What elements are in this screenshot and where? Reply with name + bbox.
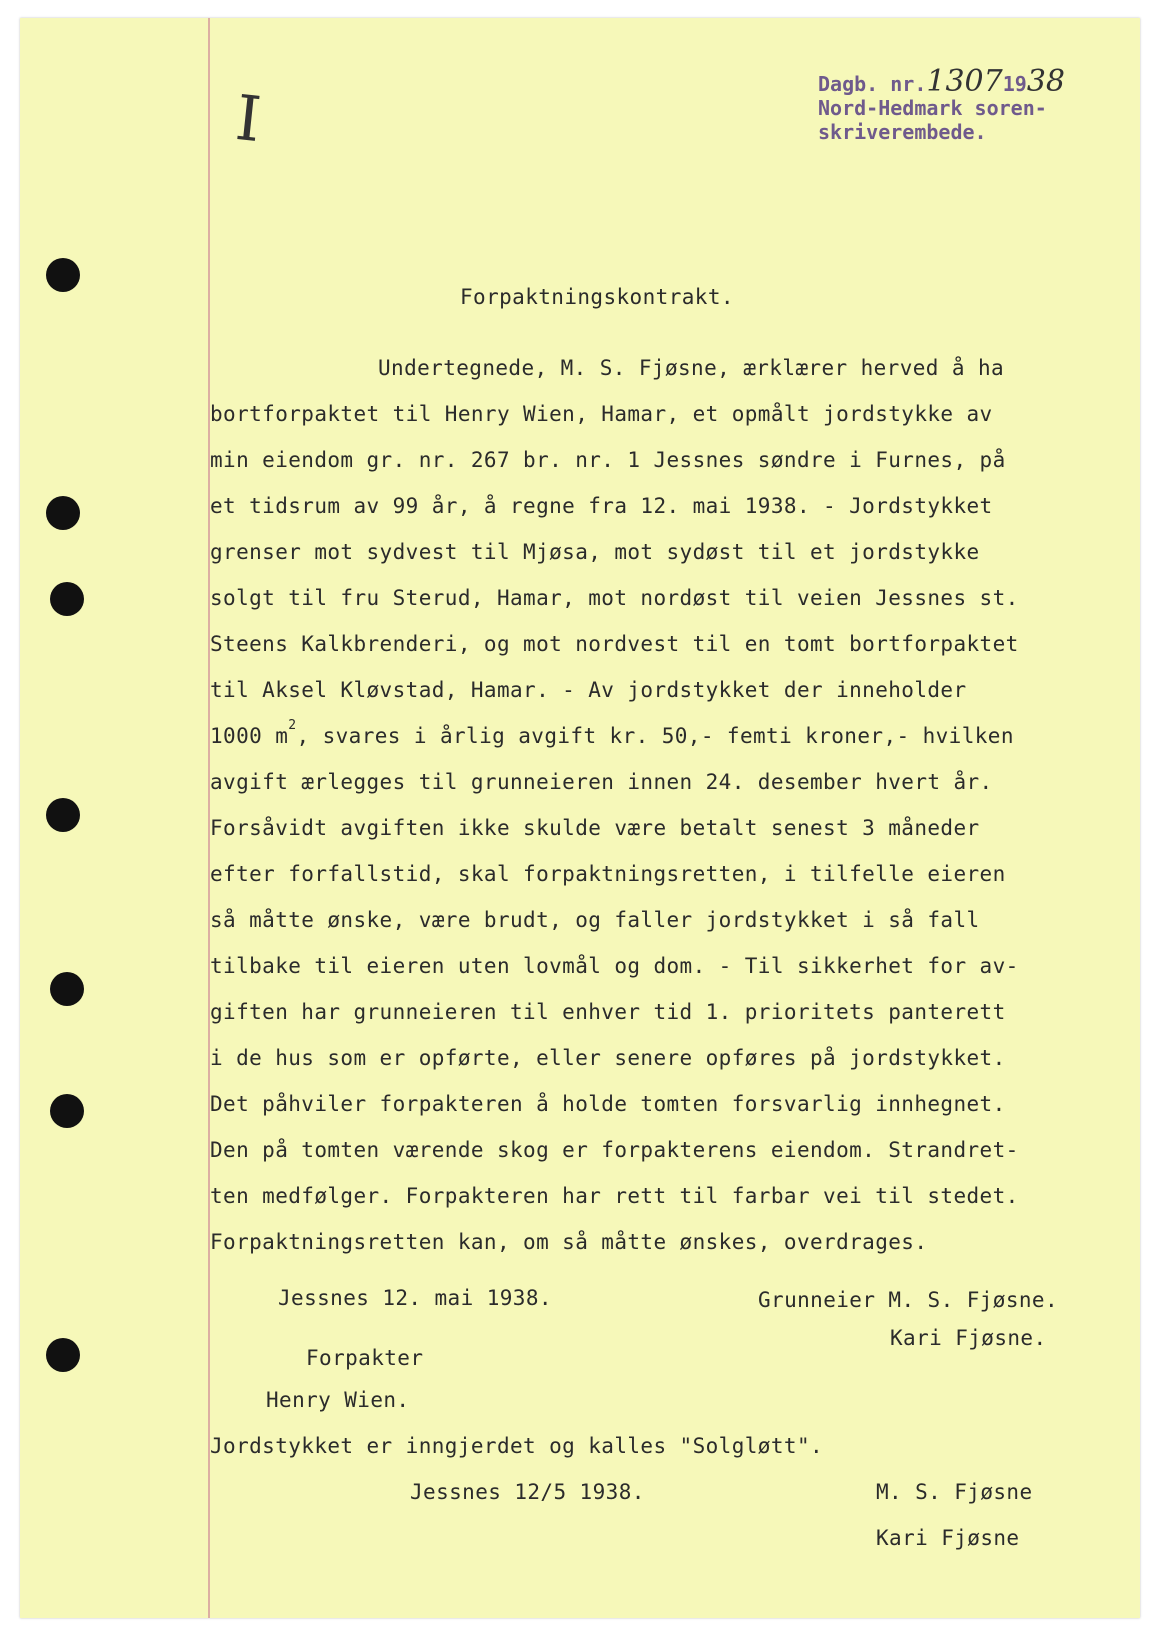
punch-hole — [50, 1094, 84, 1128]
body-line: så måtte ønske, være brudt, og faller jordstykket i så fall — [210, 908, 980, 932]
stamp-line-2: Nord-Hedmark soren- — [818, 96, 1047, 120]
body-line: efter forfallstid, skal forpaktningsretten, i tilfelle eieren — [210, 862, 1006, 886]
addendum-line: Jordstykket er inngjerdet og kalles "Solgløtt". — [210, 1434, 824, 1458]
body-line: Den på tomten værende skog er forpakterens eiendom. Strandret- — [210, 1138, 1019, 1162]
margin-handwritten-mark: I — [232, 80, 265, 157]
stamp-handwritten-number: 1307 — [926, 64, 1003, 99]
stamp-line-1 — [818, 64, 1066, 99]
punch-hole — [50, 582, 84, 616]
tenant-name: Henry Wien. — [266, 1388, 410, 1412]
owner-signature-1: Grunneier M. S. Fjøsne. — [758, 1288, 1058, 1312]
punch-hole — [46, 1338, 80, 1372]
punch-hole — [46, 496, 80, 530]
body-line: Undertegnede, M. S. Fjøsne, ærklærer herved å ha — [378, 356, 1005, 380]
body-line: bortforpaktet til Henry Wien, Hamar, et opmålt jordstykke av — [210, 402, 993, 426]
body-line: ten medfølger. Forpakteren har rett til farbar vei til stedet. — [210, 1184, 1019, 1208]
body-line: solgt til fru Sterud, Hamar, mot nordøst til veien Jessnes st. — [210, 586, 1019, 610]
final-signature-2: Kari Fjøsne — [876, 1526, 1020, 1550]
body-line: Forpaktningsretten kan, om så måtte ønskes, overdrages. — [210, 1230, 928, 1254]
body-line: Forsåvidt avgiften ikke skulde være betalt senest 3 måneder — [210, 816, 980, 840]
body-line: grenser mot sydvest til Mjøsa, mot sydøst til et jordstykke — [210, 540, 980, 564]
body-line: i de hus som er opførte, eller senere opføres på jordstykket. — [210, 1046, 1006, 1070]
punch-hole — [46, 258, 80, 292]
body-line: Det påhviler forpakteren å holde tomten forsvarlig innhegnet. — [210, 1092, 1006, 1116]
body-line: giften har grunneieren til enhver tid 1. prioritets panterett — [210, 1000, 1006, 1024]
stamp-year-prefix: 19 — [1002, 72, 1027, 96]
body-line: min eiendom gr. nr. 267 br. nr. 1 Jessnes søndre i Furnes, på — [210, 448, 1006, 472]
stamp-prefix: Dagb. nr. — [818, 72, 927, 96]
body-line — [210, 718, 1014, 748]
tenant-label: Forpakter — [306, 1346, 424, 1370]
body-line: Steens Kalkbrenderi, og mot nordvest til en tomt bortforpaktet — [210, 632, 1019, 656]
place-date-2: Jessnes 12/5 1938. — [410, 1480, 645, 1504]
stamp-line-3: skriverembede. — [818, 120, 987, 144]
body-line: avgift ærlegges til grunneieren innen 24. desember hvert år. — [210, 770, 993, 794]
body-line-rest: , svares i årlig avgift kr. 50,- femti kroner,- hvilken — [296, 724, 1014, 748]
stamp-handwritten-year: 38 — [1026, 64, 1066, 99]
document-title: Forpaktningskontrakt. — [460, 285, 734, 309]
body-line-area: 1000 m — [210, 724, 289, 748]
superscript: 2 — [288, 718, 297, 733]
final-signature-1: M. S. Fjøsne — [876, 1480, 1033, 1504]
body-line: et tidsrum av 99 år, å regne fra 12. mai 1938. - Jordstykket — [210, 494, 993, 518]
punch-hole — [46, 798, 80, 832]
registry-stamp — [818, 64, 1066, 144]
punch-hole — [50, 972, 84, 1006]
place-date-1: Jessnes 12. mai 1938. — [278, 1286, 552, 1310]
owner-signature-2: Kari Fjøsne. — [890, 1326, 1047, 1350]
body-line: til Aksel Kløvstad, Hamar. - Av jordstykket der inneholder — [210, 678, 967, 702]
body-line: tilbake til eieren uten lovmål og dom. - Til sikkerhet for av- — [210, 954, 1019, 978]
